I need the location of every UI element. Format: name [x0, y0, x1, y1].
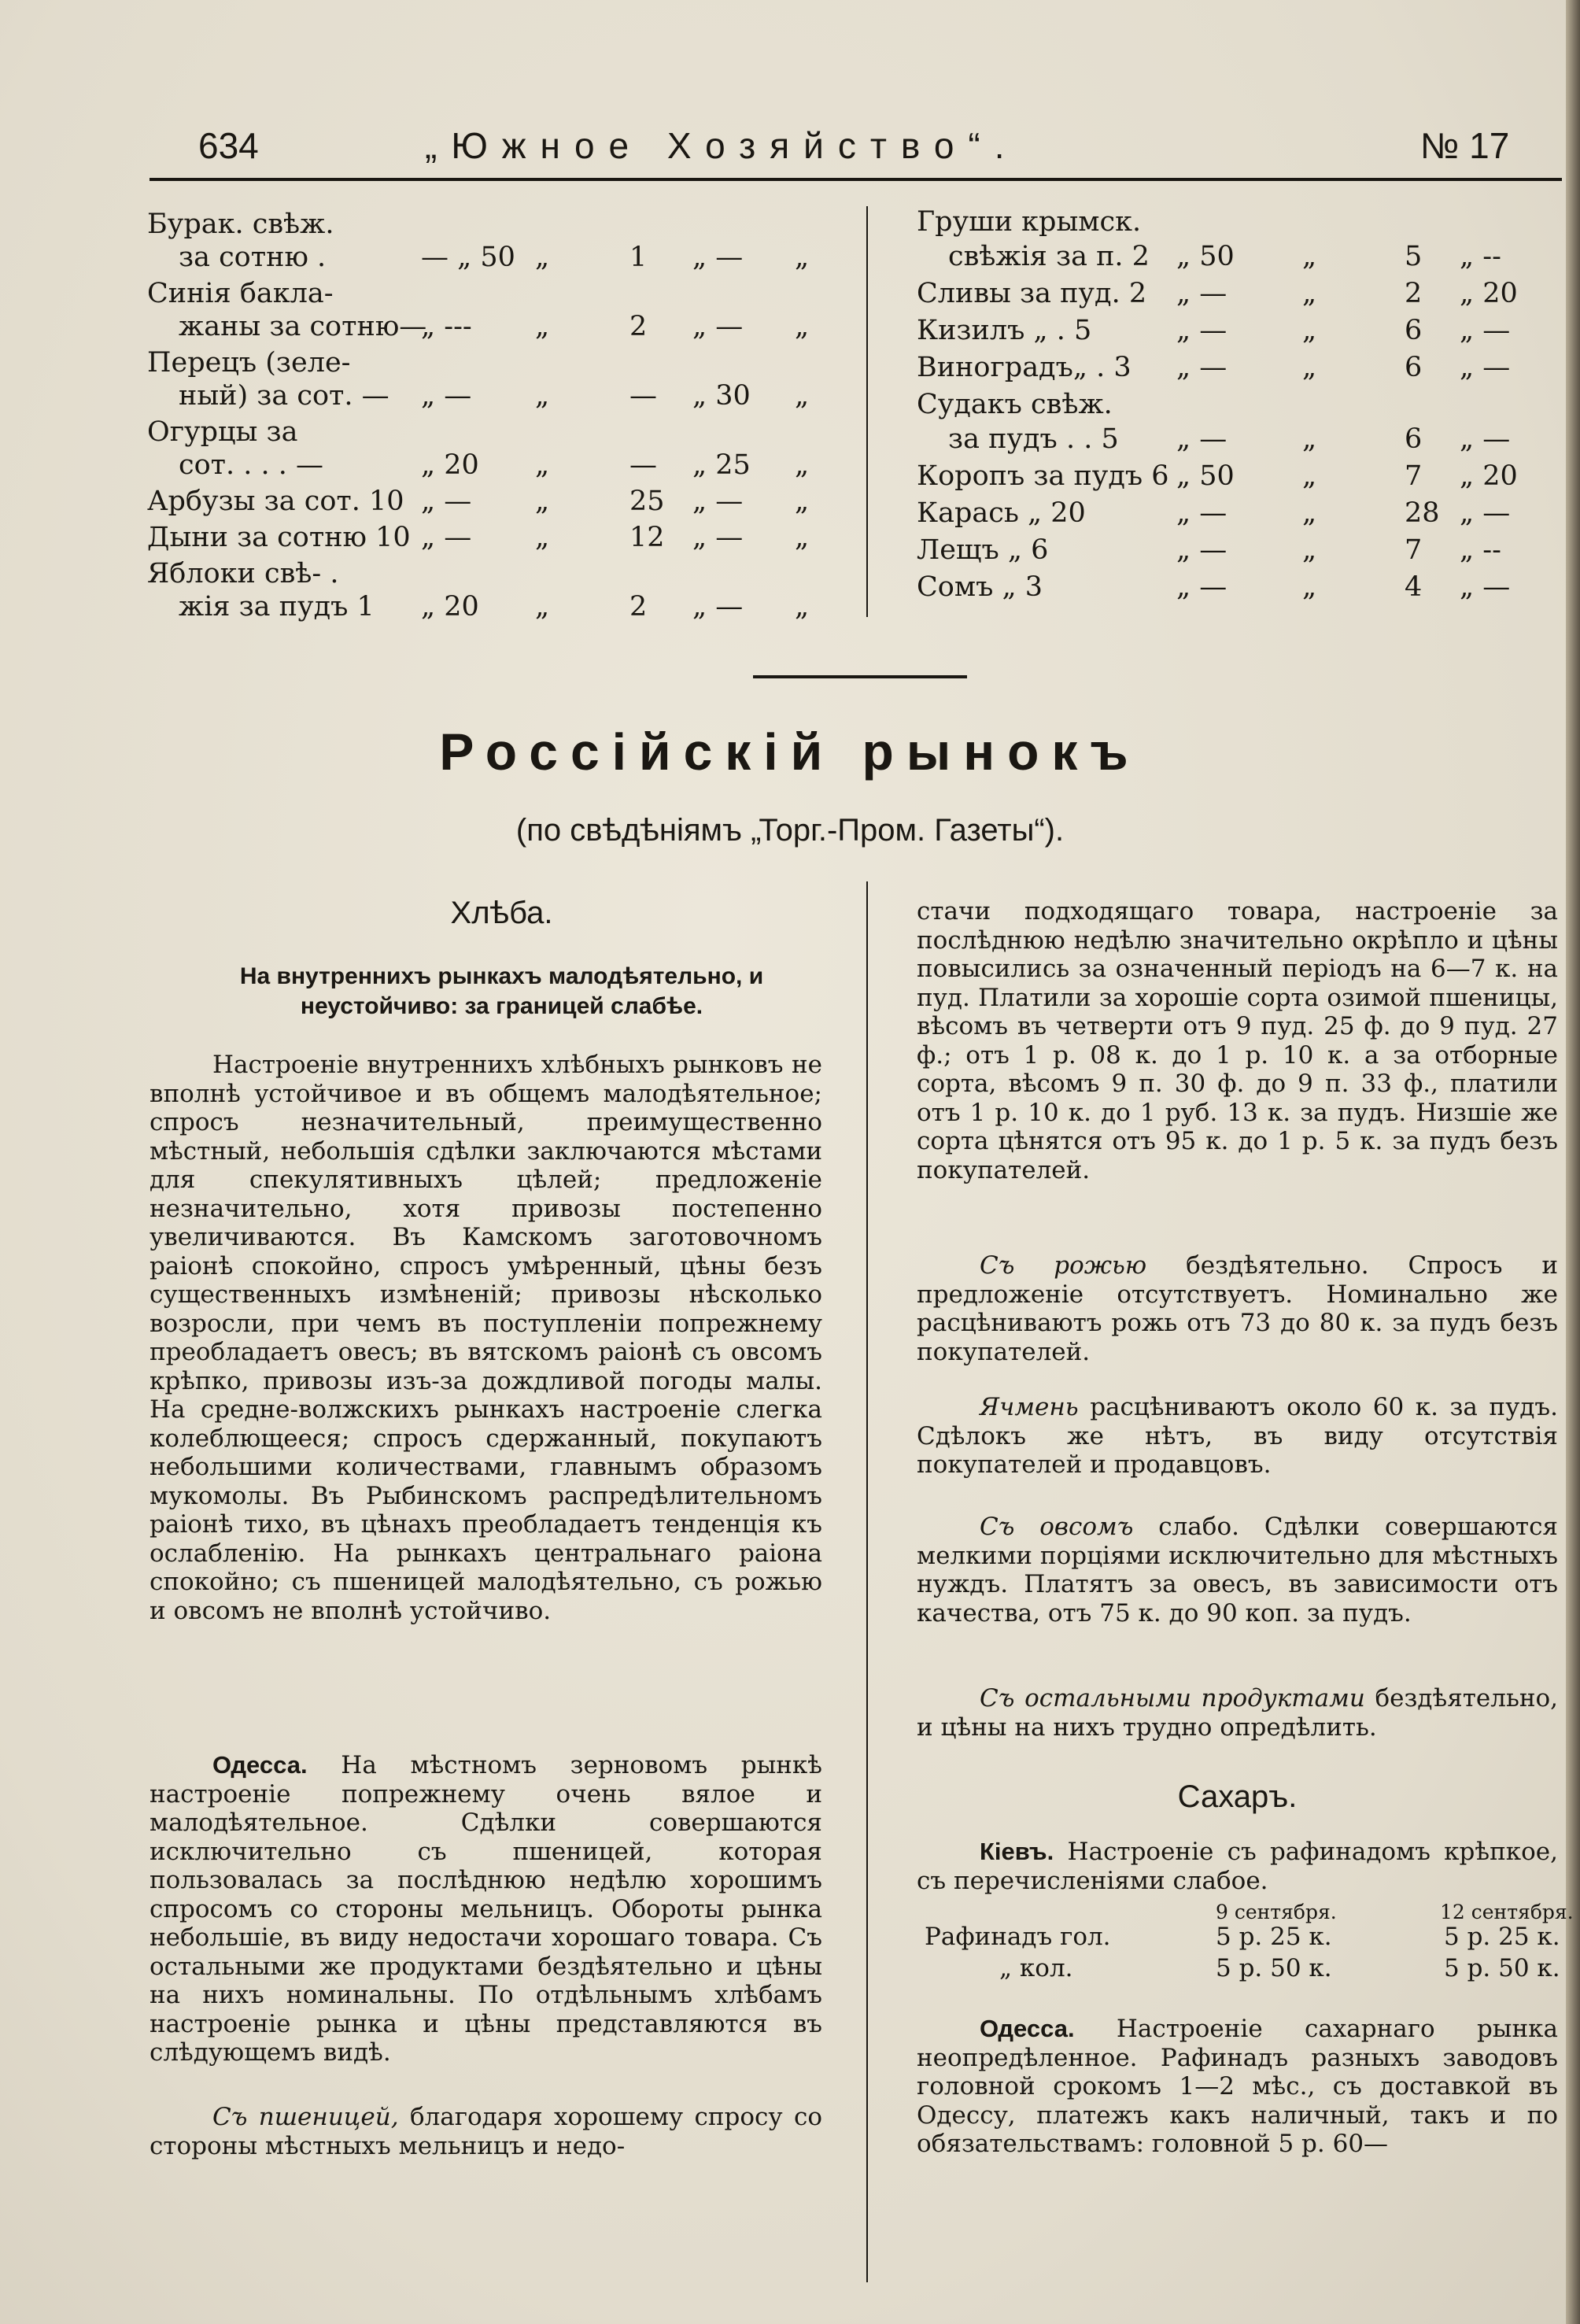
wheat-continued-paragraph: стачи подходящаго товара, настроеніе за послѣднюю недѣлю значительно окрѣпло и цѣны повысились за означенный періодъ на 6—7 к. на пуд. Платили за хорошіе сорта озимой пшеницы, вѣсомъ въ четверти отъ 9 пуд. 25 ф. до 9 пуд. 27 ф.; отъ 1 р. 08 к. до 1 р. 10 к. а за отборные сорта, вѣсомъ 9 п. 30 ф. до 9 п. 33 ф., платили отъ 1 р. 10 к. до 1 руб. 13 к. за пудъ. Низшіе же сорта цѣнятся отъ 95 к. до 1 р. 5 к. за пудъ безъ покупателей. — [917, 897, 1558, 1184]
section-rule — [753, 675, 967, 678]
price-row-v5: „ — [795, 522, 810, 553]
sugar-row-2-label: „ кол. — [999, 1954, 1073, 1982]
wheat-paragraph: Съ пшеницей, благодаря хорошему спросу со стороны мѣстныхъ мельницъ и недо- — [150, 2103, 823, 2160]
page-header — [0, 118, 1580, 173]
price-row-v1: „ — — [1176, 352, 1227, 383]
price-row-v2: „ — [535, 311, 550, 342]
page-number: 634 — [198, 125, 259, 166]
price-row-v1: „ — — [421, 380, 472, 412]
column-divider-top — [866, 206, 868, 617]
price-row-label: Дыни за сотню 10 — [147, 522, 411, 553]
sugar-row-1-label: Рафинадъ гол. — [925, 1923, 1111, 1951]
price-row-v1: — „ 50 — [421, 242, 515, 273]
price-row-v5: „ — [795, 242, 810, 273]
sugar-date-2: 12 сентября. — [1440, 1901, 1574, 1923]
price-row-v3: 28 — [1405, 497, 1440, 529]
price-row-label: Виноградъ„ . 3 — [917, 352, 1131, 383]
price-row-v4: „ — — [1460, 423, 1511, 455]
price-row-v3: 4 — [1405, 571, 1423, 603]
price-row-label: ный) за сот. — — [179, 380, 389, 412]
price-row-v1: „ — — [1176, 315, 1227, 346]
price-row-v2: „ — [535, 486, 550, 517]
price-row-label: жаны за сотню— — [179, 311, 427, 342]
price-row-label: сот. . . . — — [179, 449, 324, 481]
price-row-v3: 12 — [629, 522, 665, 553]
sugar-row-2-value-1: 5 р. 50 к. — [1216, 1954, 1332, 1982]
price-row-v2: „ — [1302, 278, 1317, 309]
oats-paragraph: Съ овсомъ слабо. Сдѣлки совершаются мелкими порціями исключительно для мѣстныхъ нуждъ. Платятъ за овесъ, въ зависимости отъ качества, отъ 75 к. до 90 коп. за пудъ. — [917, 1513, 1558, 1628]
price-row-v3: 2 — [1405, 278, 1423, 309]
other-products-paragraph: Съ остальными продуктами бездѣятельно, и цѣны на нихъ трудно опредѣлить. — [917, 1684, 1558, 1742]
price-row-label: за сотню . — [179, 242, 327, 273]
price-row-label: Судакъ свѣж. — [917, 389, 1113, 420]
price-row-v1: „ — — [1176, 534, 1227, 566]
price-row-v4: „ 30 — [692, 380, 751, 412]
price-row-v3: — — [629, 380, 657, 412]
price-row-v1: „ — — [1176, 278, 1227, 309]
price-row-label: свѣжія за п. 2 — [948, 241, 1150, 272]
price-row-label: Лещъ „ 6 — [917, 534, 1049, 566]
price-row-v2: „ — [1302, 460, 1317, 492]
sugar-row-2-value-2: 5 р. 50 к. — [1444, 1954, 1560, 1982]
price-row-v2: „ — [1302, 352, 1317, 383]
price-row-v4: „ — — [692, 522, 744, 553]
sugar-heading: Сахаръ. — [1177, 1779, 1298, 1814]
price-row-v4: „ — — [1460, 571, 1511, 603]
price-row-v3: 6 — [1405, 423, 1423, 455]
price-row-v4: „ 20 — [1460, 460, 1518, 492]
price-row-v3: 1 — [629, 242, 648, 273]
price-row-v2: „ — [535, 449, 550, 481]
price-row-v2: „ — [1302, 315, 1317, 346]
price-row-v3: 7 — [1405, 460, 1423, 492]
price-row-v4: „ 25 — [692, 449, 751, 481]
price-row-v3: 6 — [1405, 352, 1423, 383]
price-row-label: жія за пудъ 1 — [179, 591, 375, 623]
price-row-v5: „ — [795, 486, 810, 517]
odessa-grain-paragraph: Одесса. На мѣстномъ зерновомъ рынкѣ настроеніе попрежнему очень вялое и малодѣятельное. Сдѣлки совершаются исключительно съ пшеницей, которая пользовалась за послѣднюю недѣлю хорошимъ спросомъ со стороны мельницъ. Обороты рынка небольшіе, въ виду недостачи хорошаго товара. Съ остальными же продуктами бездѣятельно и цѣны на нихъ номинальны. По отдѣльнымъ хлѣбамъ настроеніе рынка и цѣны представляются въ слѣдующемъ видѣ. — [150, 1751, 822, 2067]
price-row-v1: „ — — [1176, 497, 1227, 529]
price-row-v1: „ 50 — [1176, 241, 1235, 272]
price-row-v1: „ — — [421, 486, 472, 517]
price-row-v3: 2 — [629, 591, 648, 623]
price-row-label: Яблоки свѣ- . — [147, 558, 339, 589]
price-row-label: за пудъ . . 5 — [948, 423, 1119, 455]
price-row-v1: „ 20 — [421, 591, 479, 623]
section-subtitle: (по свѣдѣніямъ „Торг.-Пром. Газеты“). — [515, 813, 1065, 848]
price-row-v2: „ — [1302, 423, 1317, 455]
price-row-label: Перецъ (зеле- — [147, 347, 351, 379]
price-row-label: Сливы за пуд. 2 — [917, 278, 1147, 309]
price-row-v5: „ — [795, 591, 810, 623]
price-row-v5: „ — [795, 449, 810, 481]
price-row-v1: „ — — [1176, 423, 1227, 455]
price-row-v4: „ -- — [1460, 534, 1501, 566]
grain-lead: На внутреннихъ рынкахъ малодѣятельно, и неустойчиво: за границей слабѣе. — [239, 963, 764, 1019]
header-rule — [150, 178, 1562, 181]
price-row-v4: „ — — [692, 311, 744, 342]
price-row-v2: „ — [535, 242, 550, 273]
price-row-label: Огурцы за — [147, 416, 298, 448]
issue-number: № 17 — [1420, 125, 1510, 166]
column-divider-main — [866, 881, 868, 2282]
price-row-v2: „ — [1302, 571, 1317, 603]
odessa-sugar-paragraph: Одесса. Настроеніе сахарнаго рынка неопредѣленное. Рафинадъ разныхъ заводовъ головной срокомъ 1—2 мѣс., съ доставкой въ Одессу, платежъ какъ наличный, такъ и по обязательствамъ: головной 5 р. 60— — [917, 2015, 1558, 2158]
price-row-label: Арбузы за сот. 10 — [147, 486, 404, 517]
price-row-v5: „ — [795, 380, 810, 412]
sugar-date-1: 9 сентября. — [1216, 1901, 1337, 1923]
sugar-row-1-value-1: 5 р. 25 к. — [1216, 1923, 1332, 1951]
price-row-v4: „ -- — [1460, 241, 1501, 272]
sugar-row-1-value-2: 5 р. 25 к. — [1444, 1923, 1560, 1951]
price-row-v3: 6 — [1405, 315, 1423, 346]
price-row-v4: „ — — [692, 591, 744, 623]
rye-paragraph: Съ рожью бездѣятельно. Спросъ и предложеніе отсутствуетъ. Номинально же расцѣниваютъ рожь отъ 73 до 80 к. за пудъ безъ покупателей. — [917, 1251, 1558, 1366]
kiev-sugar-paragraph: Кіевъ. Настроеніе съ рафинадомъ крѣпкое, съ перечисленіями слабое. — [917, 1838, 1558, 1895]
barley-paragraph: Ячмень расцѣниваютъ около 60 к. за пудъ. Сдѣлокъ же нѣтъ, въ виду отсутствія покупателей и продавцовъ. — [917, 1393, 1558, 1479]
section-title: Россійскій рынокъ — [439, 722, 1141, 781]
price-row-v3: 25 — [629, 486, 665, 517]
price-row-v1: „ — — [421, 522, 472, 553]
price-row-label: Карась „ 20 — [917, 497, 1086, 529]
price-row-v3: 7 — [1405, 534, 1423, 566]
price-row-v3: — — [629, 449, 657, 481]
price-row-v5: „ — [795, 311, 810, 342]
price-row-v3: 2 — [629, 311, 648, 342]
price-row-label: Бурак. свѣж. — [147, 209, 334, 240]
price-row-label: Сомъ „ 3 — [917, 571, 1043, 603]
price-row-v2: „ — [1302, 497, 1317, 529]
price-row-v2: „ — [1302, 534, 1317, 566]
price-row-v2: „ — [535, 522, 550, 553]
price-row-v4: „ — — [692, 486, 744, 517]
journal-title: „Южное Хозяйство“. — [425, 125, 1019, 166]
price-row-v1: „ — — [1176, 571, 1227, 603]
page-binding-edge — [1566, 0, 1580, 2324]
price-row-v1: „ 20 — [421, 449, 479, 481]
price-row-v1: „ --- — [421, 311, 472, 342]
price-row-v4: „ — — [1460, 352, 1511, 383]
grain-paragraph-1: Настроеніе внутреннихъ хлѣбныхъ рынковъ не вполнѣ устойчивое и въ общемъ малодѣятельное; спросъ незначительный, преимущественно мѣстный, небольшія сдѣлки заключаются мѣстами для спекулятивныхъ цѣлей; предложеніе незначительно, хотя привозы постепенно увеличиваются. Въ Камскомъ заготовочномъ раіонѣ спокойно, спросъ умѣренный, цѣны безъ существенныхъ измѣненій; привозы нѣсколько возросли, при чемъ въ поступленіи попрежнему преобладаетъ овесъ; въ вятскомъ раіонѣ съ овсомъ крѣпко, привозы изъ-за дождливой погоды малы. На средне-волжскихъ рынкахъ настроеніе слегка колеблющееся; спросъ сдержанный, покупаютъ небольшими количествами, главнымъ образомъ мукомолы. Въ Рыбинскомъ распредѣлительномъ раіонѣ тихо, въ цѣнахъ преобладаетъ тенденція къ ослабленію. На рынкахъ центральнаго раіона спокойно; съ пшеницей малодѣятельно, съ рожью и овсомъ не вполнѣ устойчиво. — [150, 1051, 822, 1625]
price-row-v3: 5 — [1405, 241, 1423, 272]
price-row-v2: „ — [535, 380, 550, 412]
price-row-v4: „ 20 — [1460, 278, 1518, 309]
price-row-v2: „ — [1302, 241, 1317, 272]
price-row-label: Коропъ за пудъ 6 — [917, 460, 1169, 492]
price-row-label: Синія бакла- — [147, 278, 334, 309]
price-row-v2: „ — [535, 591, 550, 623]
price-row-label: Груши крымск. — [917, 206, 1142, 238]
price-row-v4: „ — — [692, 242, 744, 273]
price-row-v4: „ — — [1460, 315, 1511, 346]
price-row-v4: „ — — [1460, 497, 1511, 529]
price-row-v1: „ 50 — [1176, 460, 1235, 492]
grain-heading: Хлѣба. — [450, 896, 553, 930]
price-row-label: Кизилъ „ . 5 — [917, 315, 1092, 346]
